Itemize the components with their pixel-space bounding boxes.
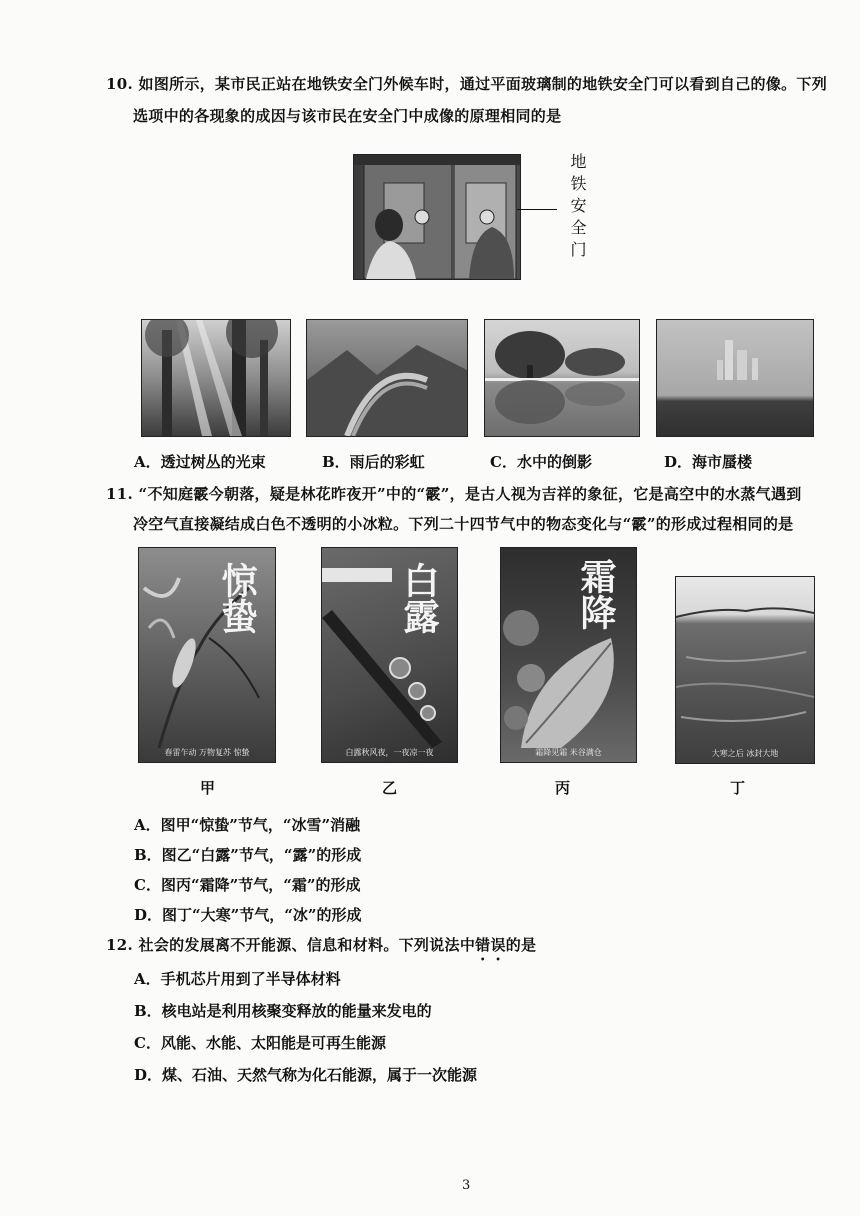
poster-yi-title: 白露 <box>398 562 440 634</box>
door-label-text: 地铁安全门 <box>568 153 587 263</box>
q11-option-d[interactable]: D．图丁“大寒”节气，“冰”的形成 <box>134 906 362 924</box>
dahan-illustration <box>676 577 814 763</box>
poster-jia-caption: 春雷乍动 万物复苏 惊蛰 <box>164 748 250 757</box>
q11-option-b[interactable]: B．图乙“白露”节气，“露”的形成 <box>134 846 362 864</box>
poster-yi <box>321 547 458 763</box>
q11-line1-text: “不知庭霰今朝落，疑是林花昨夜开”中的“霰”，是古人视为吉祥的象征，它是高空中的水蒸气遇到 <box>138 485 802 503</box>
poster-bing <box>500 547 637 763</box>
q10-option-c[interactable]: C．水中的倒影 <box>490 453 592 471</box>
q10-stem-line1 <box>106 73 827 94</box>
photo-tree-light-beams <box>141 319 291 437</box>
poster-jia <box>138 547 276 763</box>
rainbow-illustration <box>307 320 467 436</box>
door-pointer-line <box>517 209 557 210</box>
q12-option-c[interactable]: C．风能、水能、太阳能是可再生能源 <box>134 1034 386 1052</box>
figure-label-yi: 乙 <box>382 779 398 797</box>
photo-mirage <box>656 319 814 437</box>
q10-line1-text: 如图所示，某市民正站在地铁安全门外候车时，通过平面玻璃制的地铁安全门可以看到自己的像。下列 <box>138 75 828 93</box>
poster-ding-caption: 大寒之后 冰封大地 <box>711 749 779 758</box>
photo-rainbow <box>306 319 468 437</box>
reflection-illustration <box>485 320 639 436</box>
poster-bing-title: 霜降 <box>575 558 617 630</box>
subway-door-photo <box>353 154 521 280</box>
q12-option-d[interactable]: D．煤、石油、天然气称为化石能源，属于一次能源 <box>134 1066 478 1084</box>
page-number: 3 <box>462 1178 471 1193</box>
q12-stem-before: 社会的发展离不开能源、信息和材料。下列说法中 <box>138 936 476 954</box>
figure-label-ding: 丁 <box>730 779 746 797</box>
q10-option-d[interactable]: D．海市蜃楼 <box>664 453 753 471</box>
subway-door-illustration <box>354 155 520 279</box>
poster-jia-title: 惊蛰 <box>216 562 258 634</box>
q12-stem <box>106 934 536 964</box>
q10-stem-line2: 选项中的各现象的成因与该市民在安全门中成像的原理相同的是 <box>133 107 562 125</box>
poster-bing-caption: 霜降见霜 米谷满仓 <box>535 748 602 757</box>
q10-option-a[interactable]: A．透过树丛的光束 <box>134 453 266 471</box>
q11-number: 11. <box>106 485 133 503</box>
figure-label-bing: 丙 <box>555 779 571 797</box>
photo-water-reflection <box>484 319 640 437</box>
poster-ding <box>675 576 815 764</box>
q10-number: 10. <box>106 75 133 93</box>
q12-option-b[interactable]: B．核电站是利用核聚变释放的能量来发电的 <box>134 1002 432 1020</box>
q12-number: 12. <box>106 936 133 954</box>
q12-stem-emphasis: 错误 <box>475 936 506 954</box>
q12-stem-after: 的是 <box>505 936 537 954</box>
q11-stem-line1 <box>106 483 802 504</box>
door-label <box>568 153 588 263</box>
q11-stem-line2: 冷空气直接凝结成白色不透明的小冰粒。下列二十四节气中的物态变化与“霰”的形成过程相同的是 <box>133 515 794 533</box>
forest-illustration <box>142 320 290 436</box>
q11-option-c[interactable]: C．图丙“霜降”节气，“霜”的形成 <box>134 876 361 894</box>
mirage-illustration <box>657 320 813 436</box>
q11-option-a[interactable]: A．图甲“惊蛰”节气，“冰雪”消融 <box>134 816 361 834</box>
q12-option-a[interactable]: A．手机芯片用到了半导体材料 <box>134 970 341 988</box>
figure-label-jia: 甲 <box>200 779 216 797</box>
q10-option-b[interactable]: B．雨后的彩虹 <box>322 453 425 471</box>
poster-yi-caption: 白露秋风夜，一夜凉一夜 <box>345 748 434 757</box>
